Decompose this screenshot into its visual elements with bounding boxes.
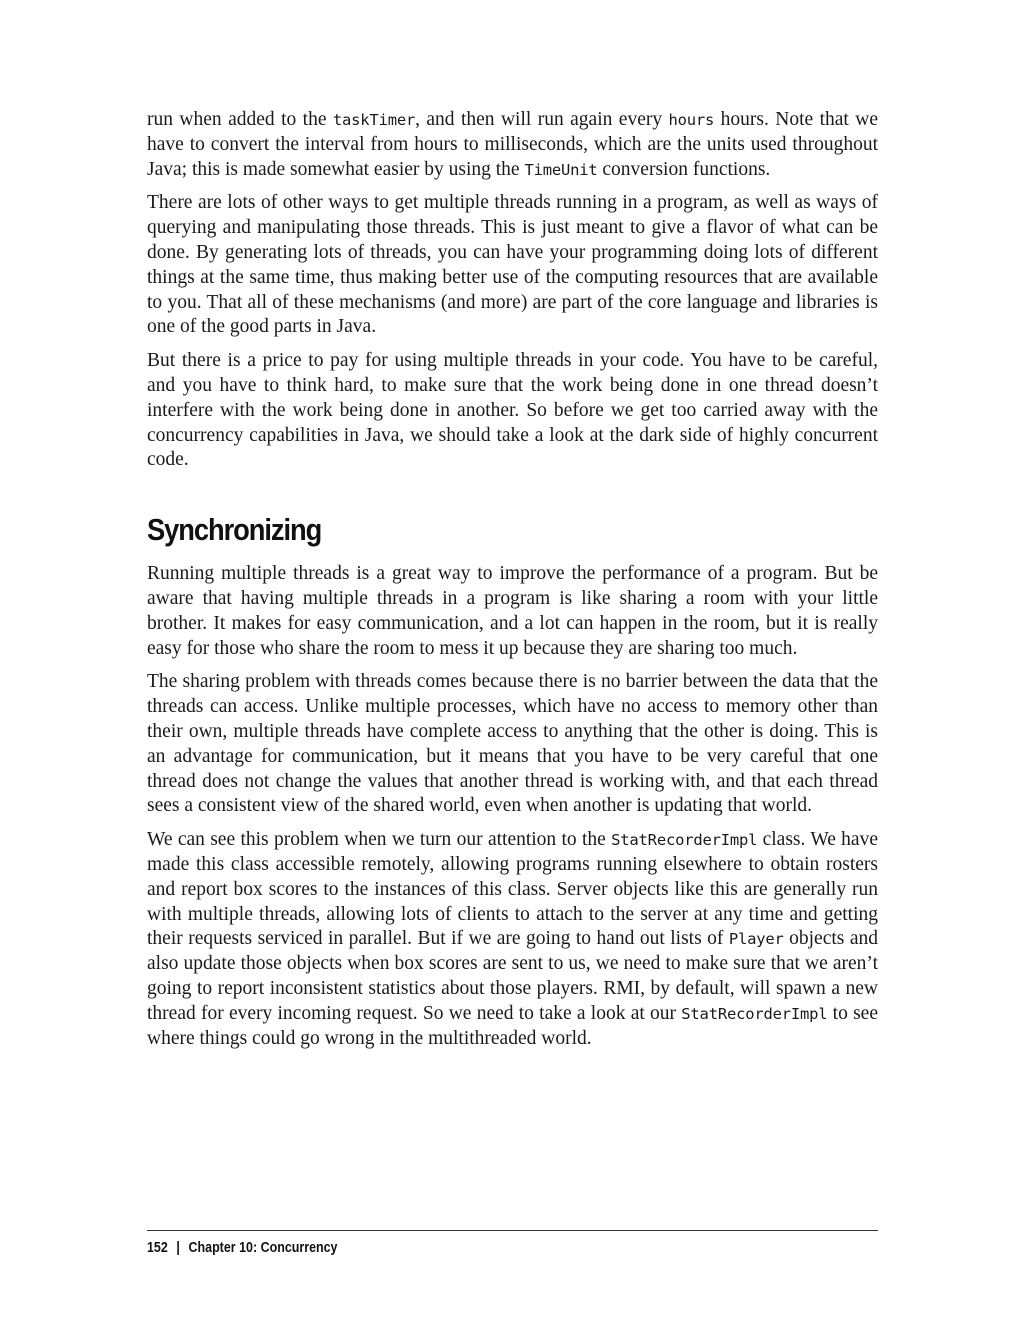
text-run: We can see this problem when we turn our attention to the xyxy=(147,829,612,851)
body-paragraph xyxy=(147,562,878,661)
section-paragraphs xyxy=(147,562,878,1051)
inline-code: TimeUnit xyxy=(524,160,598,179)
inline-code: Player xyxy=(728,930,784,949)
body-paragraph xyxy=(147,191,878,340)
inline-code: hours xyxy=(668,111,715,129)
body-paragraph xyxy=(147,670,878,819)
body-paragraph xyxy=(147,349,878,473)
text-run: The sharing problem with threads comes because there is no barrier between the data that the threads can access. Unlike multiple processes, which have no access to memory other than their own, multiple threads have complete access to anything that the other is doing. This is an advantage for communication, but it means that you have to be very careful that one thread does not change the values that another thread is working with, and that each thread sees a consistent view of the shared world, even when another is updating that world. xyxy=(147,671,878,817)
page-number: 152 xyxy=(147,1240,168,1256)
intro-paragraphs xyxy=(147,108,878,473)
body-paragraph xyxy=(147,828,878,1051)
inline-code: StatRecorderImpl xyxy=(611,831,758,850)
page-body xyxy=(147,108,878,1060)
page-footer xyxy=(147,1240,338,1256)
inline-code: StatRecorderImpl xyxy=(681,1004,828,1023)
chapter-title: Chapter 10: Concurrency xyxy=(188,1240,338,1256)
text-run: hours. Note that we have to convert the interval from hours to milliseconds, which are the units used throughout Java; this is made somewhat easier by using the xyxy=(147,109,878,180)
text-run: class. We have made this class accessible remotely, allowing programs running elsewhere to obtain rosters and report box scores to the instances of this class. Server objects like this are generally run with multiple threads, allowing lots of clients to attach to the server at any time and getting their requests serviced in parallel. But if we are going to hand out lists of xyxy=(147,829,878,950)
text-run: , and then will run again every xyxy=(415,109,669,130)
text-run: conversion functions. xyxy=(597,158,771,180)
inline-code: taskTimer xyxy=(332,111,416,129)
text-run: There are lots of other ways to get multiple threads running in a program, as well as ways of querying and manipulating those threads. This is just meant to give a flavor of what can be done. By generating lots of threads, you can have your programming doing lots of different things at the same time, thus making better use of the computing resources that are available to you. That all of these mechanisms (and more) are part of the core language and libraries is one of the good parts in Java. xyxy=(147,192,878,338)
footer-rule xyxy=(147,1230,878,1231)
text-run: objects and also update those objects when box scores are sent to us, we need to make sure that we aren’t going to report inconsistent statistics about those players. RMI, by default, will spawn a new thread for every incoming request. So we need to take a look at our xyxy=(147,928,879,1024)
section-heading: Synchronizing xyxy=(147,512,322,548)
text-run: But there is a price to pay for using multiple threads in your code. You have to be careful, and you have to think hard, to make sure that the work being done in one thread doesn’t interfere with the work being done in another. So before we get too carried away with the concurrency capabilities in Java, we should take a look at the dark side of highly concurrent code. xyxy=(147,350,878,471)
body-paragraph xyxy=(147,108,878,182)
footer-separator: | xyxy=(176,1240,180,1256)
text-run: run when added to the xyxy=(147,109,333,130)
text-run: Running multiple threads is a great way to improve the performance of a program. But be aware that having multiple threads in a program is like sharing a room with your little brother. It makes for easy communication, and a lot can happen in the room, but it is really easy for those who share the room to mess it up because they are sharing too much. xyxy=(147,563,878,659)
text-run: to see where things could go wrong in the multithreaded world. xyxy=(147,1002,878,1049)
